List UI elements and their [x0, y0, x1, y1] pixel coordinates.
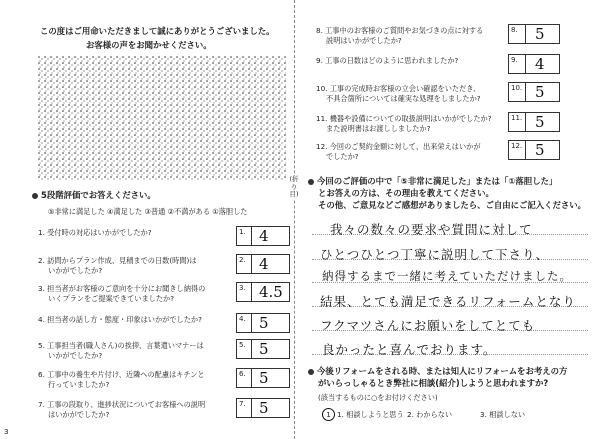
answer-box-divider — [525, 113, 526, 131]
handwritten-comment-line: ひとつひとつ丁寧に説明して下さり、 — [320, 247, 550, 262]
ask-heading: お客様の声をお聞かせください。 — [86, 40, 212, 50]
handwritten-answer: 4 — [535, 55, 545, 73]
handwritten-comment-line: フクマツさんにお願いをしてとても — [320, 318, 536, 333]
answer-box-divider — [525, 141, 526, 159]
bullet-icon — [308, 179, 314, 185]
answer-box-number: 8. — [511, 26, 518, 34]
left-question-7-text: 7. 工事の段取り、進捗状況についてお客様への説明 — [38, 400, 206, 409]
left-question-6-text-2: 行っていましたか? — [48, 380, 110, 389]
fold-line — [294, 0, 295, 439]
answer-box-number: 3. — [239, 284, 246, 292]
left-question-2-text: 2. 訪問からプラン作成、見積までの日数(時間)は — [38, 256, 197, 265]
handwritten-comment-line: 結果、とても満足できるリフォームとなり — [320, 294, 576, 309]
answer-box-number: 10. — [511, 84, 523, 92]
answer-box-divider — [525, 25, 526, 43]
right-question-8-text-2: 説明はいかがでしたか? — [326, 36, 402, 45]
right-question-9-text: 9. 工事の日数はどのように思われましたか? — [316, 56, 459, 65]
answer-box-number: 6. — [239, 370, 246, 378]
comment-intro-1-text: 今回のご評価の中で「⑤非常に満足した」または「①落胆した」 — [317, 176, 558, 186]
answer-box-divider — [251, 340, 252, 358]
answer-box-number: 7. — [239, 400, 246, 408]
left-question-6-text: 6. 工事中の養生や片付け、近隣への配慮はキチンと — [38, 370, 205, 379]
handwritten-answer: 4 — [259, 255, 269, 273]
handwritten-comment-line: 我々の数々の要求や質問に対して — [330, 222, 533, 237]
comment-intro-2: とお答えの方は、その理由を教えてください。 — [318, 188, 494, 198]
right-question-11-text: 11. 機器や設備についての取扱説明はいかがでしたか? — [316, 114, 492, 123]
page-number: 3 — [4, 427, 9, 436]
comment-intro-1 — [308, 176, 557, 187]
answer-box-number: 12. — [511, 142, 523, 150]
option-1-label: 1. 相談しようと思う — [337, 410, 404, 419]
left-question-3-text: 3. 担当者がお客様のご意向を十分にお聞きし納得の — [38, 284, 206, 293]
right-question-11-text-2: また説明書はお渡ししましたか? — [326, 124, 431, 133]
right-question-12-text-2: でしたか? — [326, 152, 359, 161]
left-question-5-text: 5. 工事担当者(職人さん)の挨拶、言葉遣いマナーは — [38, 341, 204, 350]
answer-box-divider — [251, 369, 252, 387]
left-answer-box-4[interactable] — [236, 313, 290, 333]
circle-mark-icon: 1 — [322, 408, 335, 421]
left-answer-box-5[interactable] — [236, 339, 290, 359]
answer-box-number: 9. — [511, 56, 518, 64]
answer-box-number: 4. — [239, 315, 246, 323]
left-question-7-text-2: はいかがでしたか? — [48, 410, 110, 419]
comment-intro-3: その他、ご意見などご感想がありましたら、ご自由にご記入ください。 — [318, 200, 586, 210]
left-question-2-text-2: いかがでしたか? — [48, 266, 103, 275]
right-answer-box-11[interactable] — [508, 112, 560, 132]
handwritten-answer: 5 — [535, 83, 545, 101]
right-answer-box-10[interactable] — [508, 82, 560, 102]
referral-question-2: がいらっしゃるとき弊社に相談(紹介)しようと思われますか? — [318, 378, 549, 388]
referral-question-1 — [308, 366, 567, 377]
rating-section-title-text: 5段階評価でお答えください。 — [41, 190, 156, 200]
answer-box-number: 5. — [239, 341, 246, 349]
bullet-icon — [308, 369, 314, 375]
answer-box-divider — [251, 399, 252, 417]
left-question-4-text: 4. 担当者の話し方・態度・印象はいかがでしたか? — [38, 315, 202, 324]
left-question-1-text: 1. 受付時の対応はいかがでしたか? — [38, 228, 152, 237]
referral-instruction: (該当するものに○をお付けください) — [318, 393, 438, 402]
handwritten-answer: 5 — [259, 399, 269, 417]
answer-box-divider — [525, 83, 526, 101]
answer-box-number: 2. — [239, 256, 246, 264]
left-answer-box-6[interactable] — [236, 368, 290, 388]
left-answer-box-3[interactable] — [236, 282, 290, 302]
handwritten-answer: 5 — [535, 141, 545, 159]
handwritten-answer: 5 — [259, 369, 269, 387]
right-answer-box-8[interactable] — [508, 24, 560, 44]
left-answer-box-1[interactable] — [236, 226, 290, 246]
handwritten-comment-line: 良かったと喜んでおります。 — [322, 342, 497, 357]
handwritten-answer: 5 — [259, 314, 269, 332]
right-question-10-text-2: 不具合箇所については確実な処理をしましたか? — [326, 94, 481, 103]
answer-box-divider — [251, 314, 252, 332]
handwritten-answer: 5 — [259, 340, 269, 358]
answer-box-divider — [251, 255, 252, 273]
bullet-icon — [32, 193, 38, 199]
handwritten-answer: 4.5 — [259, 283, 283, 301]
answer-box-divider — [525, 55, 526, 73]
left-question-3-text-2: いくプランをご提案できていましたか? — [48, 294, 175, 303]
rating-scale: ⑤非常に満足した ④満足した ③普通 ②不満がある ①落胆した — [48, 207, 248, 216]
left-question-5-text-2: いかがでしたか? — [48, 351, 103, 360]
redacted-area — [38, 56, 286, 180]
option-1[interactable] — [322, 408, 404, 421]
option-3[interactable]: 3. 相談しない — [480, 410, 526, 419]
option-2[interactable]: 2. わからない — [407, 410, 453, 419]
rating-section-title — [32, 190, 156, 201]
answer-box-divider — [251, 227, 252, 245]
left-answer-box-2[interactable] — [236, 254, 290, 274]
thanks-text: この度はご用命いただきまして誠にありがとうございました。 — [40, 26, 275, 36]
left-answer-box-7[interactable] — [236, 398, 290, 418]
handwritten-answer: 5 — [535, 25, 545, 43]
answer-box-divider — [251, 283, 252, 301]
handwritten-answer: 5 — [535, 113, 545, 131]
redacted-noise — [38, 56, 286, 180]
answer-box-number: 1. — [239, 228, 246, 236]
referral-question-1-text: 今後リフォームをされる時、または知人にリフォームをお考えの方 — [317, 366, 568, 376]
right-question-12-text: 12. 今回のご契約金額に対して、出来栄えはいかが — [316, 142, 481, 151]
answer-box-number: 11. — [511, 114, 523, 122]
fold-label: (折り目) — [289, 175, 299, 198]
right-answer-box-9[interactable] — [508, 54, 560, 74]
handwritten-answer: 4 — [259, 227, 269, 245]
right-answer-box-12[interactable] — [508, 140, 560, 160]
right-question-8-text: 8. 工事中のお客様のご質問やお気づきの点に対する — [316, 26, 484, 35]
right-question-10-text: 10. 工事の完成時お客様の立会い確認をいただき、 — [316, 84, 481, 93]
handwritten-comment-line: 納得するまで一緒に考えていただけました。 — [322, 269, 572, 283]
